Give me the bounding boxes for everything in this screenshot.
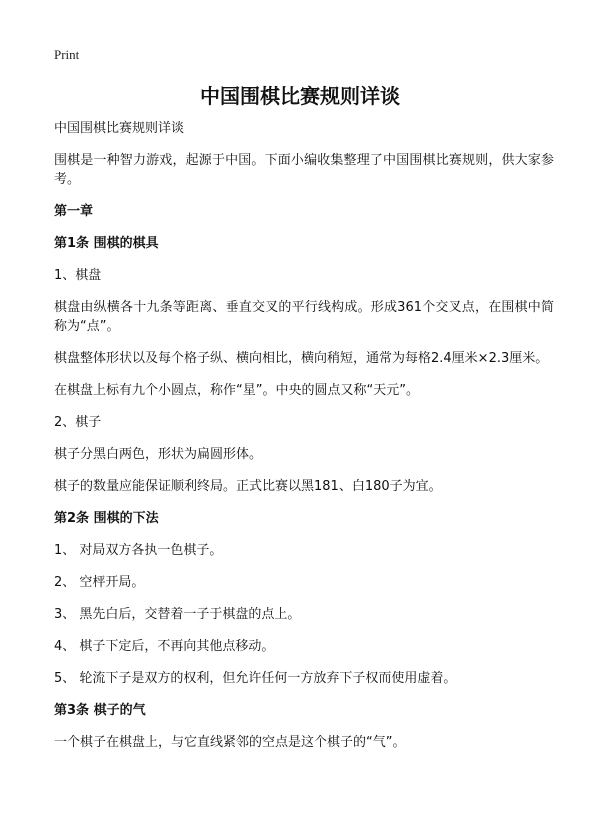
rule-item: 3、 黑先白后，交替着一子于棋盘的点上。 (54, 607, 301, 622)
chapter-heading: 第一章 (54, 204, 94, 219)
rule-item: 5、 轮流下子是双方的权利，但允许任何一方放弃下子权而使用虚着。 (54, 671, 457, 686)
intro-paragraph: 围棋是一种智力游戏，起源于中国。下面小编收集整理了中国围棋比赛规则，供大家参考。 (54, 153, 554, 187)
rule-item: 1、 对局双方各执一色棋子。 (54, 543, 223, 558)
rule-item: 2、 空枰开局。 (54, 575, 145, 590)
section-heading-2: 第2条 围棋的下法 (54, 511, 159, 526)
paragraph-stone-shape: 棋子分黑白两色，形状为扁圆形体。 (54, 447, 263, 462)
paragraph-stone-count: 棋子的数量应能保证顺利终局。正式比赛以黑181、白180子为宜。 (54, 479, 442, 494)
rule-item: 4、 棋子下定后，不再向其他点移动。 (54, 639, 275, 654)
paragraph-board-size: 棋盘整体形状以及每个格子纵、横向相比，横向稍短，通常为每格2.4厘米×2.3厘米。 (54, 351, 549, 366)
print-link[interactable]: Print (54, 47, 80, 62)
section-heading-1: 第1条 围棋的棋具 (54, 236, 159, 251)
paragraph-liberties: 一个棋子在棋盘上，与它直线紧邻的空点是这个棋子的“气”。 (54, 735, 406, 750)
paragraph-board-lines: 棋盘由纵横各十九条等距离、垂直交叉的平行线构成。形成361个交叉点，在围棋中简称为“点”。 (54, 300, 554, 334)
section-heading-3: 第3条 棋子的气 (54, 703, 146, 718)
article-subtitle: 中国围棋比赛规则详谈 (54, 121, 185, 136)
item-title-stones: 2、棋子 (54, 415, 102, 430)
article-body (54, 119, 554, 765)
paragraph-star-points: 在棋盘上标有九个小圆点，称作“星”。中央的圆点又称“天元”。 (54, 383, 419, 398)
item-title-board: 1、棋盘 (54, 268, 102, 283)
page-title: 中国围棋比赛规则详谈 (200, 84, 400, 108)
